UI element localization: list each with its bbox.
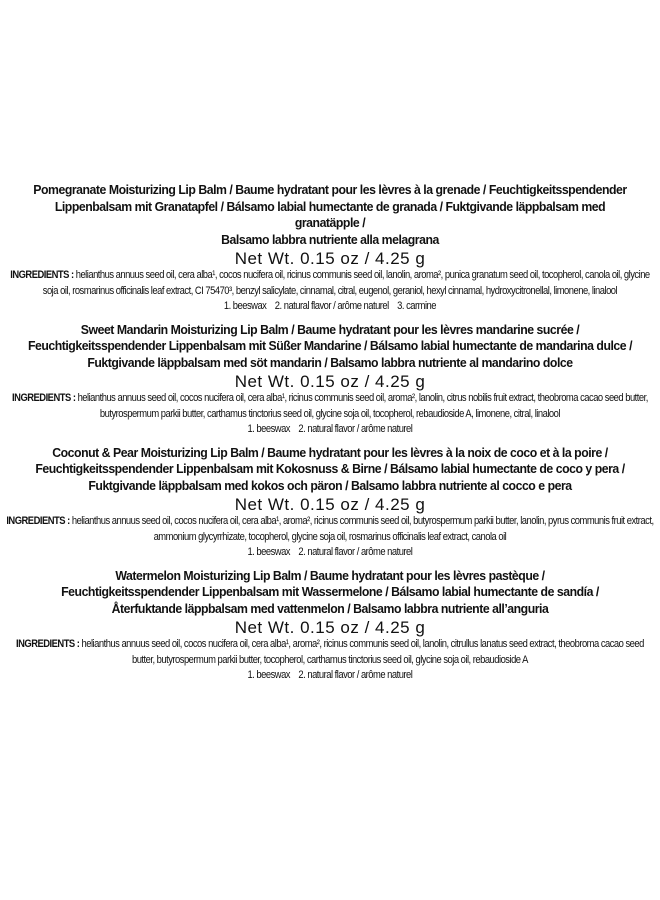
title-line: Watermelon Moisturizing Lip Balm / Baume hydratant pour les lèvres pastèque / <box>115 567 545 583</box>
net-weight: Net Wt. 0.15 oz / 4.25 g <box>234 249 426 268</box>
net-weight: Net Wt. 0.15 oz / 4.25 g <box>234 372 426 391</box>
title-line: Feuchtigkeitsspendender Lippenbalsam mit Kokosnuss & Birne / Bálsamo labial humectante de coco y pera / <box>35 461 625 476</box>
product-title <box>27 182 633 248</box>
ingredients-block <box>4 391 656 438</box>
ingredients-label: INGREDIENTS : <box>12 392 78 404</box>
title-line: Feuchtigkeitsspendender Lippenbalsam mit Süßer Mandarine / Bálsamo labial humectante de mandarina dulce / <box>27 338 633 353</box>
ingredient-notes: 1. beeswax 2. natural flavor / arôme naturel <box>247 423 413 435</box>
title-line: Coconut & Pear Moisturizing Lip Balm / Baume hydratant pour les lèvres à la noix de coco et à la poire / <box>52 444 608 460</box>
product-section-watermelon <box>4 568 656 684</box>
ingredients-list: helianthus annuus seed oil, cocos nucifera oil, cera alba¹, aroma², ricinus communis seed oil, butyrospermum parkii butter, lanolin, pyrus communis fruit extract, ammonium glycyrrhizate, tocopherol, glycine soja oil, rosmarinus officinalis leaf extract, canola oil <box>71 515 654 543</box>
ingredient-notes: 1. beeswax 2. natural flavor / arôme naturel <box>247 669 413 681</box>
ingredients-label: INGREDIENTS : <box>16 638 82 650</box>
ingredients-label: INGREDIENTS : <box>6 515 72 527</box>
net-weight: Net Wt. 0.15 oz / 4.25 g <box>234 618 426 637</box>
product-section-coconut-pear <box>4 445 656 561</box>
net-weight: Net Wt. 0.15 oz / 4.25 g <box>234 495 426 514</box>
ingredient-notes: 1. beeswax 2. natural flavor / arôme naturel 3. carmine <box>223 300 437 312</box>
ingredients-list: helianthus annuus seed oil, cocos nucifera oil, cera alba¹, aroma², ricinus communis seed oil, lanolin, citrullus lanatus seed extract, theobroma cacao seed butter, butyrospermum parkii butter, tocopherol, carthamus tinctorius seed oil, glycine soja oil, rebaudioside A <box>81 638 644 666</box>
title-line: Sweet Mandarin Moisturizing Lip Balm / Baume hydratant pour les lèvres mandarine sucrée / <box>80 321 580 337</box>
product-title <box>27 568 633 618</box>
product-section-sweet-mandarin <box>4 322 656 438</box>
title-line: Fuktgivande läppbalsam med söt mandarin / Balsamo labbra nutriente al mandarino dolce <box>87 354 573 370</box>
ingredients-block <box>4 268 656 315</box>
ingredients-list: helianthus annuus seed oil, cocos nucifera oil, cera alba¹, ricinus communis seed oil, aroma², lanolin, citrus nobilis fruit extract, theobroma cacao seed butter, butyrospermum parkii butter, carthamus tinctorius seed oil, glycine soja oil, tocopherol, rebaudioside A, limonene, citral, linalool <box>77 392 648 420</box>
product-section-pomegranate <box>4 182 656 315</box>
ingredients-label: INGREDIENTS : <box>10 269 76 281</box>
ingredients-block <box>4 514 656 561</box>
ingredients-block <box>4 637 656 684</box>
ingredients-list: helianthus annuus seed oil, cera alba¹, cocos nucifera oil, ricinus communis seed oil, lanolin, aroma², punica granatum seed oil, tocopherol, canola oil, glycine soja oil, rosmarinus officinalis leaf extract, CI 75470³, benzyl salicylate, cinnamal, citral, eugenol, geraniol, hexyl cinnamal, hydroxycitronellal, limonene, linalool <box>42 269 650 297</box>
product-title <box>27 445 633 495</box>
title-line: Lippenbalsam mit Granatapfel / Bálsamo labial humectante de granada / Fuktgivande läppbalsam med granatäpple / <box>54 198 606 230</box>
title-line: Återfuktande läppbalsam med vattenmelon / Balsamo labbra nutriente all’anguria <box>111 600 549 616</box>
product-title <box>27 322 633 372</box>
title-line: Pomegranate Moisturizing Lip Balm / Baume hydratant pour les lèvres à la grenade / Feuchtigkeitsspendender <box>33 182 627 197</box>
ingredient-notes: 1. beeswax 2. natural flavor / arôme naturel <box>247 546 413 558</box>
title-line: Balsamo labbra nutriente alla melagrana <box>221 231 439 247</box>
title-line: Feuchtigkeitsspendender Lippenbalsam mit Wassermelone / Bálsamo labial humectante de sandía / <box>61 584 599 599</box>
title-line: Fuktgivande läppbalsam med kokos och päron / Balsamo labbra nutriente al cocco e pera <box>88 477 572 493</box>
